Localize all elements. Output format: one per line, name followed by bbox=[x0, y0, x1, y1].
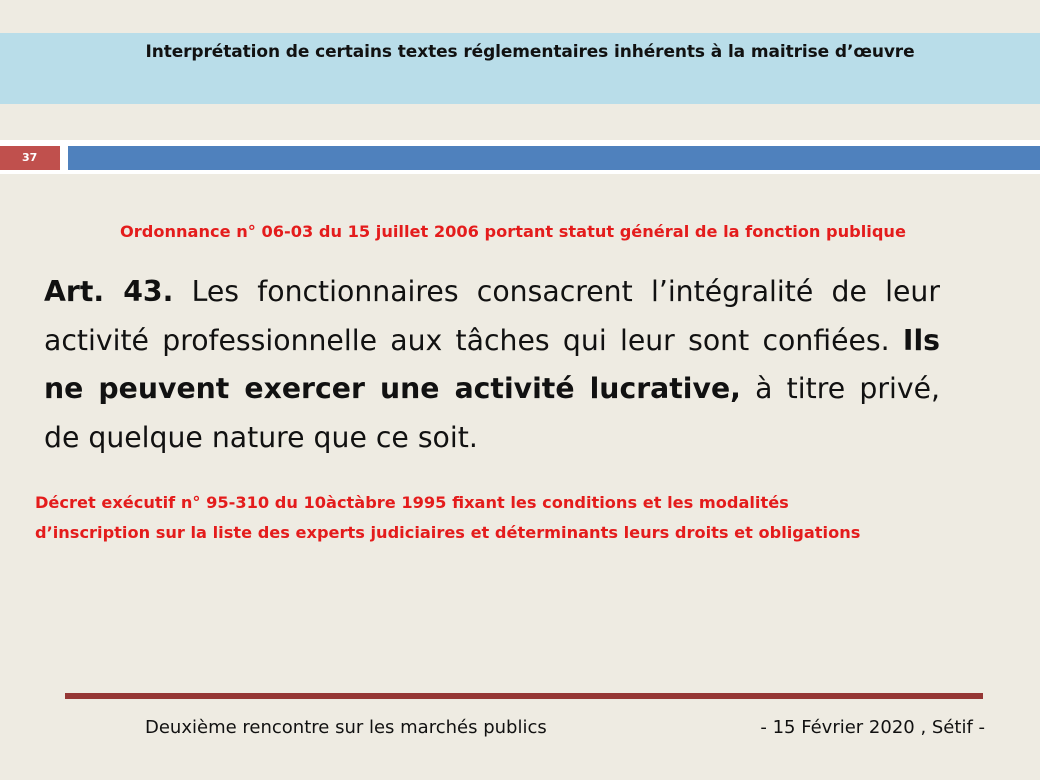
ordonnance-title: Ordonnance n° 06-03 du 15 juillet 2006 portant statut général de la fonction publique bbox=[120, 222, 906, 241]
article-43-paragraph bbox=[44, 268, 940, 462]
article-text-part-1: Les fonctionnaires consacrent l’intégralité de leur activité professionnelle aux tâches qui leur sont confiées. bbox=[44, 275, 940, 357]
footer-event-name: Deuxième rencontre sur les marchés publics bbox=[145, 717, 547, 738]
decret-line-2: d’inscription sur la liste des experts judiciaires et déterminants leurs droits et obligations bbox=[35, 523, 861, 542]
footer-rule bbox=[65, 693, 983, 699]
decret-line-1: Décret exécutif n° 95-310 du 10àctàbre 1995 fixant les conditions et les modalités bbox=[35, 493, 789, 512]
slide-header-title: Interprétation de certains textes réglementaires inhérents à la maitrise d’œuvre bbox=[145, 42, 915, 62]
article-text-part-2: à titre privé, de quelque nature que ce soit. bbox=[44, 372, 940, 454]
accent-bar bbox=[68, 146, 1040, 170]
article-text-bold: Ils ne peuvent exercer une activité lucrative, bbox=[44, 323, 940, 405]
slide-number-badge: 37 bbox=[0, 146, 60, 170]
footer-date-place: - 15 Février 2020 , Sétif - bbox=[760, 717, 985, 738]
article-label: Art. 43. bbox=[44, 275, 174, 308]
decret-title bbox=[35, 488, 1025, 548]
